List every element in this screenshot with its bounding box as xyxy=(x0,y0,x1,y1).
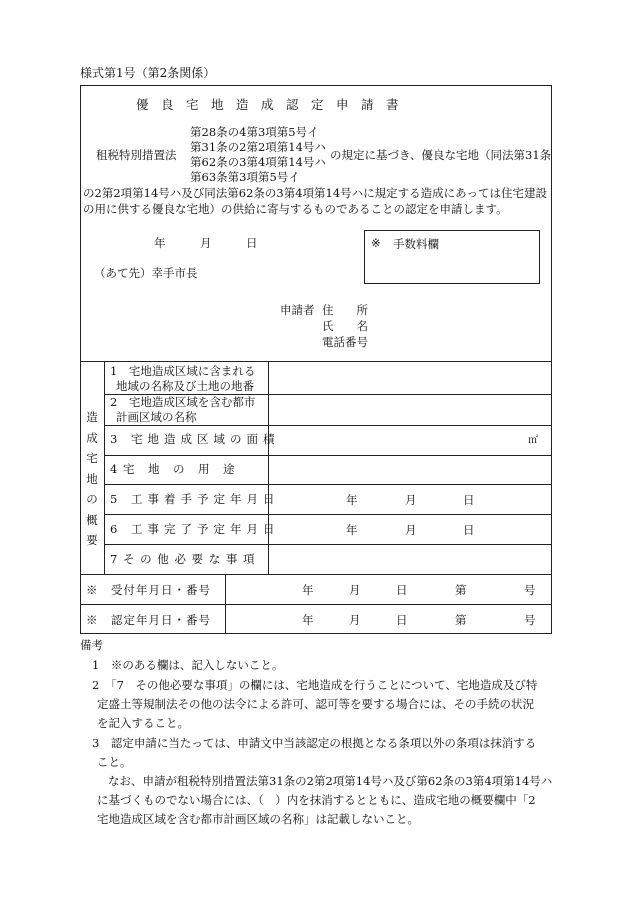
item-6-label: 6 工事完了予定年月日 xyxy=(110,522,280,536)
article-option-4[interactable]: 第63条第3項第5号イ xyxy=(190,170,300,184)
area-unit: ㎡ xyxy=(528,435,538,446)
receipt-number-suffix: 号 xyxy=(524,583,536,597)
fee-label: 手数料欄 xyxy=(393,237,439,251)
article-option-1[interactable]: 第28条の4第3項第5号イ xyxy=(190,125,319,139)
applicant-phone-label[interactable]: 電話番号 xyxy=(322,335,368,349)
note-2-line-3: を記入すること。 xyxy=(97,716,189,730)
receipt-day[interactable]: 日 xyxy=(396,583,408,597)
approval-month[interactable]: 月 xyxy=(349,613,361,627)
end-date-day[interactable]: 日 xyxy=(463,523,475,537)
addressee: （あて先）幸手市長 xyxy=(94,266,198,280)
note-4-line-2: に基づくものでない場合には、（ ）内を抹消するとともに、造成宅地の概要欄中「2 xyxy=(97,793,536,807)
note-3-line-2: こと。 xyxy=(97,755,132,769)
approval-year[interactable]: 年 xyxy=(302,613,314,627)
law-name: 租税特別措置法 xyxy=(96,148,177,162)
receipt-number-prefix[interactable]: 第 xyxy=(455,583,467,597)
item-1-label-line-2: 地域の名称及び土地の地番 xyxy=(116,379,254,393)
note-2-line-2: 定盛土等規制法その他の法令による許可、認可等を要する場合には、その手続の状況 xyxy=(97,697,534,711)
article-option-2[interactable]: 第31条の2第2項第14号ハ xyxy=(190,140,326,154)
item-7-label: 7 そ の 他 必 要 な 事 項 xyxy=(110,552,256,566)
receipt-label: ※ 受付年月日・番号 xyxy=(86,583,211,597)
approval-number-prefix[interactable]: 第 xyxy=(455,613,467,627)
applicant-name-label[interactable]: 氏 名 xyxy=(322,319,368,333)
note-3-line-1: 3 認定申請に当たっては、申請文中当該認定の根拠となる条項以外の条項は抹消する xyxy=(92,736,537,750)
approval-day[interactable]: 日 xyxy=(396,613,408,627)
receipt-month[interactable]: 月 xyxy=(349,583,361,597)
applicant-label: 申請者 xyxy=(280,303,315,317)
note-2-line-1: 2 「7 その他必要な事項」の欄には、宅地造成を行うことについて、宅地造成及び特 xyxy=(92,678,538,692)
approval-label: ※ 認定年月日・番号 xyxy=(86,613,211,627)
article-option-3[interactable]: 第62条の3第4項第14号ハ xyxy=(190,155,326,169)
fee-mark: ※ xyxy=(371,236,381,250)
receipt-year[interactable]: 年 xyxy=(302,583,314,597)
fee-box xyxy=(364,230,540,284)
item-2-label-line-1: 2 宅地造成区域を含む都市 xyxy=(110,395,256,409)
notes-heading: 備考 xyxy=(80,638,103,652)
item-3-label: 3 宅地造成区域の面積 xyxy=(110,432,280,446)
start-date-day[interactable]: 日 xyxy=(463,493,475,507)
section-title-vertical: 造 成 宅 地 の 概 要 xyxy=(86,410,98,547)
application-date-line[interactable]: 年 月 日 xyxy=(154,236,258,250)
intro-text-line-3: の用に供する優良な宅地）の供給に寄与するものであることの認定を申請します。 xyxy=(83,202,508,216)
start-date-year[interactable]: 年 xyxy=(346,493,358,507)
intro-text-line-2: の2第2項第14号ハ及び同法第62条の3第4項第14号ハに規定する造成にあっては住宅建設 xyxy=(83,186,548,200)
intro-text-tail: の規定に基づき、優良な宅地（同法第31条 xyxy=(330,148,552,162)
applicant-address-label[interactable]: 住 所 xyxy=(322,303,368,317)
note-1: 1 ※のある欄は、記入しないこと。 xyxy=(92,658,284,672)
form-number-label: 様式第1号（第2条関係） xyxy=(80,66,216,80)
note-4-line-1: なお、申請が租税特別措置法第31条の2第2項第14号ハ及び第62条の3第4項第14号ハ xyxy=(108,774,553,788)
document-title: 優 良 宅 地 造 成 認 定 申 請 書 xyxy=(136,97,399,112)
item-2-label-line-2: 計画区域の名称 xyxy=(116,410,197,424)
end-date-month[interactable]: 月 xyxy=(405,523,417,537)
end-date-year[interactable]: 年 xyxy=(346,523,358,537)
item-1-label-line-1: 1 宅地造成区域に含まれる xyxy=(110,364,256,378)
item-4-label: 4 宅 地 の 用 途 xyxy=(110,462,236,476)
approval-number-suffix: 号 xyxy=(524,613,536,627)
item-5-label: 5 工事着手予定年月日 xyxy=(110,492,280,506)
start-date-month[interactable]: 月 xyxy=(405,493,417,507)
note-4-line-3: 宅地造成区域を含む都市計画区域の名称」は記載しないこと。 xyxy=(97,812,419,826)
